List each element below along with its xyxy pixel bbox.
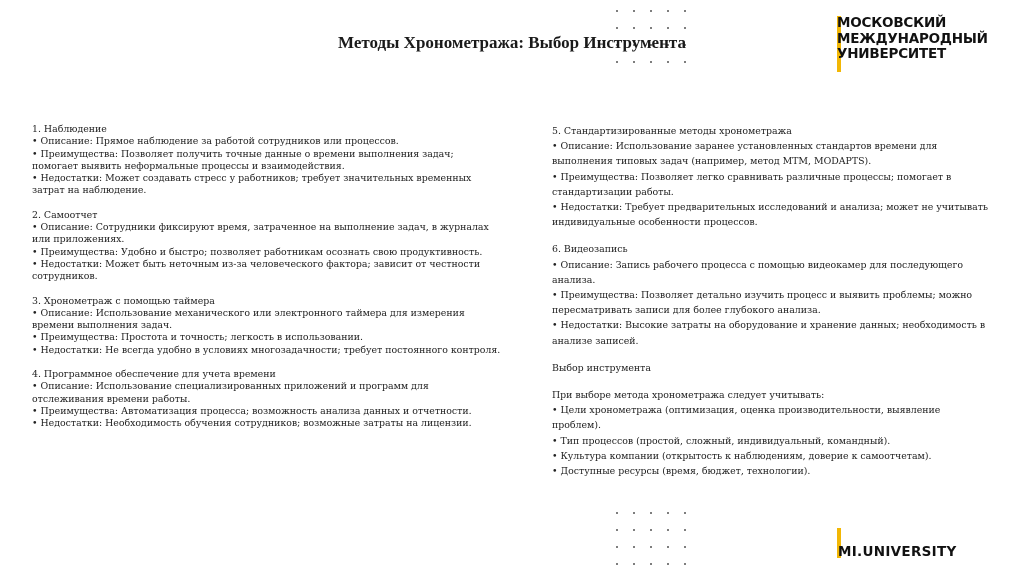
bullet-disadvantages: • Недостатки: Может быть неточным из-за человеческого фактора; зависит от честности сотрудников. [32,258,481,283]
bullet-description: • Описание: Прямое наблюдение за работой сотрудников или процессов. [32,136,399,148]
decorative-dot [633,27,635,29]
decorative-dot [633,61,635,63]
bullet-disadvantages: • Недостатки: Может создавать стресс у работников; требует значительных временных затрат на наблюдение. [32,173,472,197]
decorative-dot [616,529,618,531]
decorative-dot [684,529,686,531]
section-heading: 5. Стандартизированные методы хронометража [552,126,792,137]
logo-text [837,16,988,63]
decorative-dot [650,512,652,514]
bullet-advantages: • Преимущества: Удобно и быстро; позволяет работникам осознать свою продуктивность. [32,246,483,258]
logo-line: МОСКОВСКИЙ [837,15,947,31]
footer-brand: MI.UNIVERSITY [838,544,957,560]
decorative-dot [616,546,618,548]
right-column [552,124,992,491]
criteria-resources: • Доступные ресурсы (время, бюджет, технологии). [552,466,811,478]
decorative-dot [650,546,652,548]
bullet-description: • Описание: Сотрудники фиксируют время, затраченное на выполнение задач, в журналах или приложениях. [32,222,489,246]
left-column [32,124,502,443]
bullet-disadvantages: • Недостатки: Необходимость обучения сотрудников; возможные затраты на лицензии. [32,418,472,430]
decorative-dot [684,10,686,12]
decorative-dot [633,512,635,514]
decorative-dot [667,61,669,63]
decorative-dot [684,61,686,63]
bullet-description: • Описание: Использование специализированных приложений и программ для отслеживания времени работы. [32,381,429,405]
criteria-culture: • Культура компании (открытость к наблюдениям, доверие к самоотчетам). [552,450,932,462]
decorative-dot [616,61,618,63]
section-software [32,369,502,430]
bullet-description: • Описание: Запись рабочего процесса с помощью видеокамер для последующего анализа. [552,259,964,286]
decorative-dot [667,563,669,565]
bullet-advantages: • Преимущества: Позволяет получить точные данные о времени выполнения задач; помогает выявить неформальные процессы и взаимодействия. [32,148,454,172]
decorative-dot [616,563,618,565]
section-heading: 3. Хронометраж с помощью таймера [32,295,215,307]
bullet-advantages: • Преимущества: Простота и точность; легкость в использовании. [32,332,363,344]
logo-line: МЕЖДУНАРОДНЫЙ [837,30,988,47]
decorative-dot [650,27,652,29]
bullet-advantages: • Преимущества: Автоматизация процесса; возможность анализа данных и отчетности. [32,405,472,417]
decorative-dot [667,546,669,548]
section-video [552,242,992,348]
decorative-dot [650,529,652,531]
criteria-goals: • Цели хронометража (оптимизация, оценка производительности, выявление проблем). [552,405,941,432]
section-criteria [552,388,992,479]
section-heading: 4. Программное обеспечение для учета времени [32,369,276,381]
decorative-dot [667,10,669,12]
decorative-dot [633,10,635,12]
page-title: Методы Хронометража: Выбор Инструмента [338,33,686,52]
section-observation [32,124,502,198]
section-self-report [32,210,502,284]
decorative-dot [633,563,635,565]
bullet-advantages: • Преимущества: Позволяет детально изучить процесс и выявить проблемы; можно пересматривать записи для более глубокого анализа. [552,290,973,317]
section-timer [32,296,502,357]
decorative-dot [633,546,635,548]
bullet-disadvantages: • Недостатки: Не всегда удобно в условиях многозадачности; требует постоянного контроля. [32,344,501,356]
decorative-dot [616,27,618,29]
section-heading: Выбор инструмента [552,362,651,374]
section-heading: При выборе метода хронометража следует учитывать: [552,390,825,402]
section-heading: 2. Самоотчет [32,209,98,221]
decorative-dot [650,10,652,12]
bullet-disadvantages: • Недостатки: Требует предварительных исследований и анализа; может не учитывать индивидуальные особенности процессов. [552,202,989,229]
section-heading: 1. Наблюдение [32,124,107,135]
bullet-disadvantages: • Недостатки: Высокие затраты на оборудование и хранение данных; необходимость в анализе записей. [552,320,986,347]
decorative-dot [684,546,686,548]
decorative-dot [650,61,652,63]
decorative-dot [650,563,652,565]
section-standardized [552,124,992,230]
section-heading: 6. Видеозапись [552,244,628,256]
decorative-dot [684,512,686,514]
decorative-dot [684,27,686,29]
decorative-dot [633,529,635,531]
criteria-process-type: • Тип процессов (простой, сложный, индивидуальный, командный). [552,435,891,447]
decorative-dot [667,27,669,29]
decorative-dot [684,563,686,565]
decorative-dot [667,512,669,514]
logo-line: УНИВЕРСИТЕТ [837,46,947,62]
section-tool-choice [552,361,992,376]
decorative-dot [616,10,618,12]
bullet-description: • Описание: Использование механического или электронного таймера для измерения времени выполнения задач. [32,307,465,332]
bullet-advantages: • Преимущества: Позволяет легко сравнивать различные процессы; помогает в стандартизации работы. [552,171,952,198]
decorative-dot [667,529,669,531]
bullet-description: • Описание: Использование заранее установленных стандартов времени для выполнения типовых задач (например, метод MTM, MODAPTS). [552,141,938,168]
decorative-dot [616,512,618,514]
